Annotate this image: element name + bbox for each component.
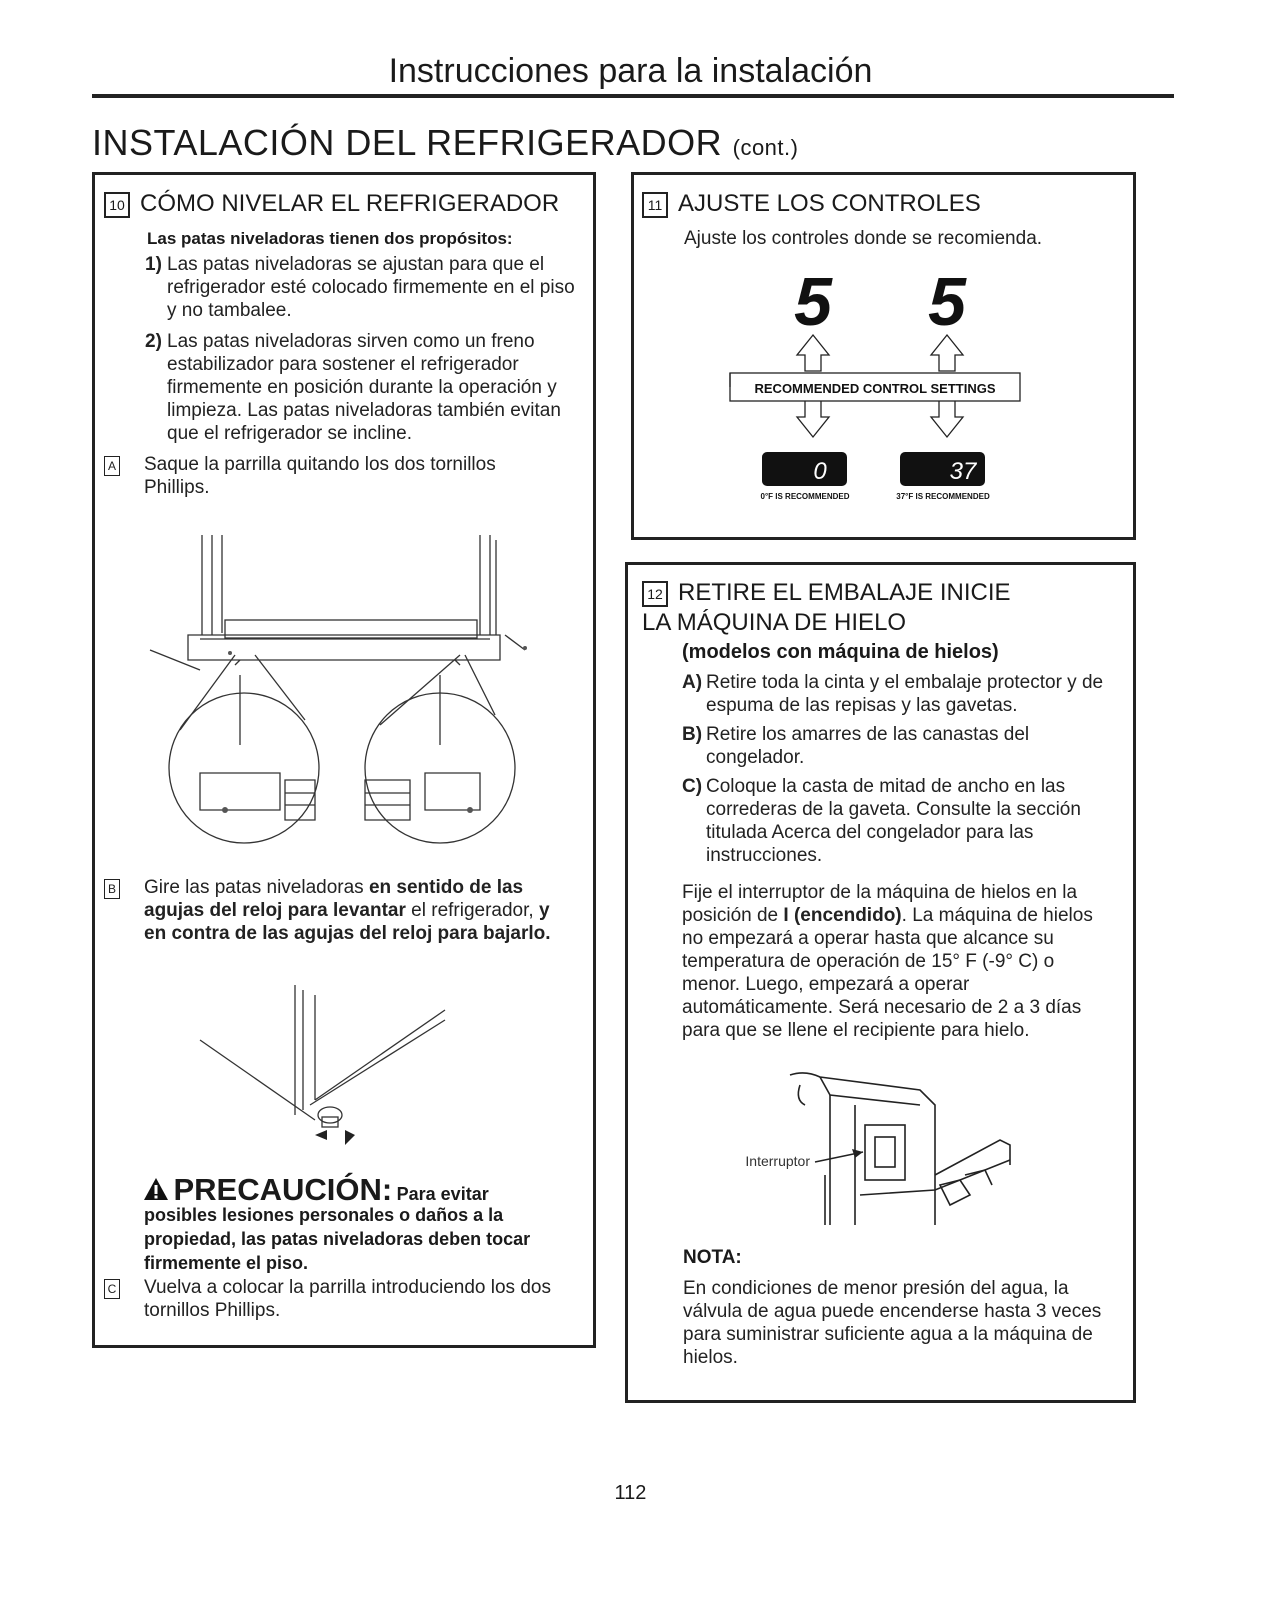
note-text: En condiciones de menor presión del agua, la válvula de agua puede encenderse hasta 3 veces para suministrar suficiente agua a la máquina de hielos. [683, 1278, 1102, 1368]
caution-text: posibles lesiones personales o daños a la propiedad, las patas niveladoras deben tocar firmemente el piso. [144, 1205, 531, 1273]
freezer-caption: 0°F IS RECOMMENDED [760, 492, 850, 501]
ice-maker-para-text-2: . La máquina de hielos no empezará a operar hasta que alcance su temperatura de operación de 15° F (-9° C) o menor. Luego, empezará a operar automáticamente. Será necesario de 2 a 3 días para que se llene el recipiente para hielo. [682, 905, 1093, 1041]
step-badge-10: 10 [104, 192, 130, 218]
step-c [104, 1276, 564, 1322]
item-text: Retire toda la cinta y el embalaje protector y de espuma de las repisas y las gavetas. [706, 672, 1104, 716]
panel-ice-maker-title [642, 578, 1011, 638]
caution-lead: Para evitar [396, 1184, 489, 1204]
step-b-text-4: y en contra de las agujas del reloj para bajarlo. [144, 900, 551, 944]
panel-controls-text: Ajuste los controles donde se recomienda. [684, 228, 1043, 249]
fridge-display-value: 37 [949, 458, 977, 485]
section-title-text: INSTALACIÓN DEL REFRIGERADOR [92, 122, 723, 163]
step-badge-11: 11 [642, 192, 668, 218]
freezer-setting-digit: 5 [794, 264, 832, 340]
section-title-cont: (cont.) [732, 135, 799, 160]
freezer-display-value: 0 [813, 458, 827, 485]
warning-icon [143, 1176, 169, 1202]
page-header-title: Instrucciones para la instalación [388, 52, 873, 90]
control-settings-illustration [725, 265, 1025, 515]
ice-maker-para-bold: I (encendido) [783, 905, 902, 926]
item-text: Las patas niveladoras sirven como un freno estabilizador para sostener el refrigerador firmemente en posición durante la operación y limpieza. Las patas niveladoras también evitan que el refrigerador se incline. [167, 331, 561, 444]
panel-ice-maker-subtitle: (modelos con máquina de hielos) [682, 641, 999, 663]
item-number: 1) [145, 254, 162, 275]
leveling-leg-illustration [195, 985, 465, 1155]
list-item [682, 671, 1112, 717]
item-letter: C) [682, 776, 703, 797]
step-b-text-3: el refrigerador, [405, 900, 539, 921]
item-number: 2) [145, 331, 162, 352]
step-b-text-2: en sentido de las agujas del reloj para levantar [144, 877, 524, 921]
panel-controls-heading: AJUSTE LOS CONTROLES [678, 190, 981, 217]
list-item [682, 775, 1112, 867]
step-badge-b: B [104, 879, 120, 899]
fridge-setting-digit: 5 [928, 264, 966, 340]
page-number: 112 [614, 1482, 647, 1504]
ice-maker-switch-paragraph [682, 881, 1114, 1042]
step-c-text: Vuelva a colocar la parrilla introduciendo los dos tornillos Phillips. [144, 1277, 551, 1321]
panel-ice-maker-heading-2: LA MÁQUINA DE HIELO [642, 609, 907, 636]
step-badge-12: 12 [642, 581, 668, 607]
panel-ice-maker-heading-1: RETIRE EL EMBALAJE INICIE [678, 579, 1011, 606]
step-badge-a: A [104, 456, 120, 476]
grille-removal-illustration [140, 535, 530, 880]
step-badge-c: C [104, 1279, 120, 1299]
list-item [145, 253, 575, 322]
panel-leveling-subtitle: Las patas niveladoras tienen dos propósitos: [147, 229, 513, 248]
ice-maker-switch-illustration [745, 1065, 1015, 1230]
item-letter: B) [682, 724, 703, 745]
step-b-text-1: Gire las patas niveladoras [144, 877, 369, 898]
panel-leveling-title [104, 190, 559, 218]
section-title [92, 122, 798, 164]
switch-label: Interruptor [745, 1153, 810, 1169]
step-a-text: Saque la parrilla quitando los dos tornillos Phillips. [144, 454, 496, 498]
item-text: Coloque la casta de mitad de ancho en las correderas de la gaveta. Consulte la sección titulada Acerca del congelador para las instrucciones. [706, 776, 1081, 866]
item-text: Las patas niveladoras se ajustan para que el refrigerador esté colocado firmemente en el piso y no tambalee. [167, 254, 575, 321]
note-title: NOTA: [683, 1247, 742, 1268]
step-a [104, 453, 544, 499]
list-item [145, 330, 575, 445]
panel-leveling-heading: CÓMO NIVELAR EL REFRIGERADOR [140, 190, 560, 217]
ice-maker-para-text-1: Fije el interruptor de la máquina de hielos en la posición de [682, 882, 1078, 926]
recommended-settings-banner: RECOMMENDED CONTROL SETTINGS [754, 381, 996, 396]
item-letter: A) [682, 672, 703, 693]
caution-word: PRECAUCIÓN: [173, 1172, 393, 1207]
item-text: Retire los amarres de las canastas del congelador. [706, 724, 1030, 768]
panel-controls-title [642, 190, 981, 218]
fridge-caption: 37°F IS RECOMMENDED [896, 492, 990, 501]
list-item [682, 723, 1112, 769]
step-b [104, 876, 554, 945]
header-divider [92, 94, 1174, 98]
